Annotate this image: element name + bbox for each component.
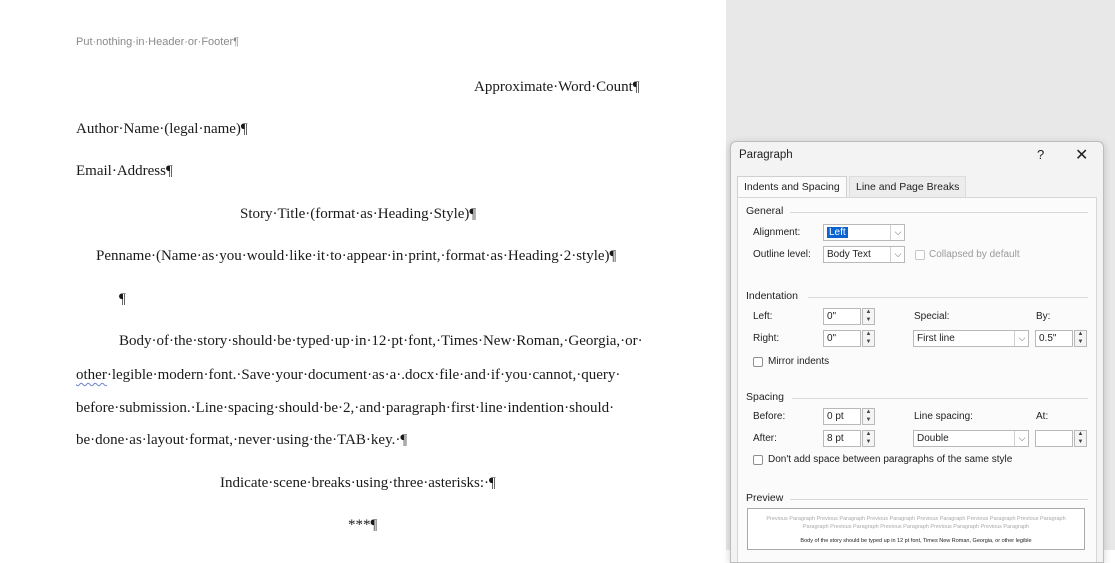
indentation-heading: Indentation [746,290,798,302]
by-label: By: [1036,311,1051,322]
outline-level-label: Outline level: [753,249,811,260]
chevron-down-icon: ⌵ [890,225,905,240]
chevron-down-icon: ⌵ [1014,431,1029,446]
at-spinner[interactable]: ▲ ▼ [1074,430,1087,447]
author-line: Author·Name·(legal·name)¶ [76,121,248,137]
alignment-label: Alignment: [753,227,801,238]
dont-add-space-label: Don't add space between paragraphs of the same style [768,454,1013,465]
line-spacing-label: Line spacing: [914,411,973,422]
by-spinner[interactable]: ▲ ▼ [1074,330,1087,347]
collapsed-label: Collapsed by default [929,249,1020,260]
at-label: At: [1036,411,1049,422]
left-indent-label: Left: [753,311,773,322]
left-indent-input[interactable]: 0" [823,308,861,325]
body-line-4: be·done·as·layout·format,·never·using·the·TAB·key.·¶ [76,432,408,448]
chevron-down-icon: ⌵ [890,247,905,262]
help-button[interactable]: ? [1037,147,1045,162]
collapsed-checkbox[interactable] [915,250,925,260]
after-label: After: [753,433,777,444]
header-note: Put·nothing·in·Header·or·Footer¶ [76,36,240,48]
special-label: Special: [914,311,950,322]
at-input[interactable] [1035,430,1073,447]
email-line: Email·Address¶ [76,163,173,179]
left-indent-spinner[interactable]: ▲ ▼ [862,308,875,325]
spacing-divider [792,398,1088,399]
special-select[interactable] [913,330,1029,347]
special-value: First line [917,333,955,344]
indentation-divider [808,297,1088,298]
outline-level-value: Body Text [827,249,871,260]
preview-heading: Preview [746,492,784,504]
mirror-indents-label: Mirror indents [768,356,830,367]
spacing-heading: Spacing [746,391,784,403]
dialog-title: Paragraph [739,149,793,161]
word-count-line: Approximate·Word·Count¶ [474,79,640,95]
scene-break-note: Indicate·scene·breaks·using·three·asterisks:·¶ [220,475,496,491]
preview-body-line: Body of the story should be typed up in 12 pt font, Times New Roman, Georgia, or other legible [800,538,1032,544]
empty-paragraph: ¶ [119,291,126,307]
paragraph-dialog [730,141,1104,563]
before-spinner[interactable]: ▲ ▼ [862,408,875,425]
preview-previous-line-2: Paragraph Previous Paragraph Previous Paragraph Previous Paragraph Previous Paragraph [802,524,1030,530]
story-title-line: Story·Title·(format·as·Heading·Style)¶ [240,206,477,222]
line-spacing-value: Double [917,433,949,444]
general-heading: General [746,205,784,217]
right-indent-label: Right: [753,333,780,344]
alignment-value: Left [829,227,846,238]
outline-level-select[interactable] [823,246,905,263]
line-spacing-select[interactable] [913,430,1029,447]
tab-indents-and-spacing[interactable]: Indents and Spacing [737,176,847,197]
right-indent-spinner[interactable]: ▲ ▼ [862,330,875,347]
preview-previous-line-1: Previous Paragraph Previous Paragraph Previous Paragraph Previous Paragraph Previous Paragraph Previous Paragraph [766,516,1066,522]
after-input[interactable]: 8 pt [823,430,861,447]
dont-add-space-checkbox[interactable] [753,455,763,465]
spelling-squiggle-word[interactable]: other [76,367,107,383]
alignment-select[interactable] [823,224,905,241]
before-label: Before: [753,411,786,422]
scene-break-asterisks: ***¶ [348,517,378,533]
preview-box [747,508,1085,550]
body-line-2 [76,367,620,384]
before-input[interactable]: 0 pt [823,408,861,425]
after-spinner[interactable]: ▲ ▼ [862,430,875,447]
tab-line-and-page-breaks[interactable]: Line and Page Breaks [849,176,966,197]
penname-line: Penname·(Name·as·you·would·like·it·to·appear·in·print,·format·as·Heading·2·style)¶ [96,248,617,264]
body-line-1: Body·of·the·story·should·be·typed·up·in·12·pt·font,·Times·New·Roman,·Georgia,·or· [119,333,643,349]
mirror-indents-checkbox[interactable] [753,357,763,367]
right-indent-input[interactable]: 0" [823,330,861,347]
close-button[interactable]: ✕ [1075,147,1089,164]
body-line-2-rest: ·legible·modern·font.·Save·your·document·as·a·.docx·file·and·if·you·cannot,·query· [106,367,621,383]
body-line-3: before·submission.·Line·spacing·should·be·2,·and·paragraph·first·line·indention·should· [76,400,615,416]
by-input[interactable]: 0.5" [1035,330,1073,347]
chevron-down-icon: ⌵ [1014,331,1029,346]
general-divider [790,212,1088,213]
preview-divider [790,499,1088,500]
